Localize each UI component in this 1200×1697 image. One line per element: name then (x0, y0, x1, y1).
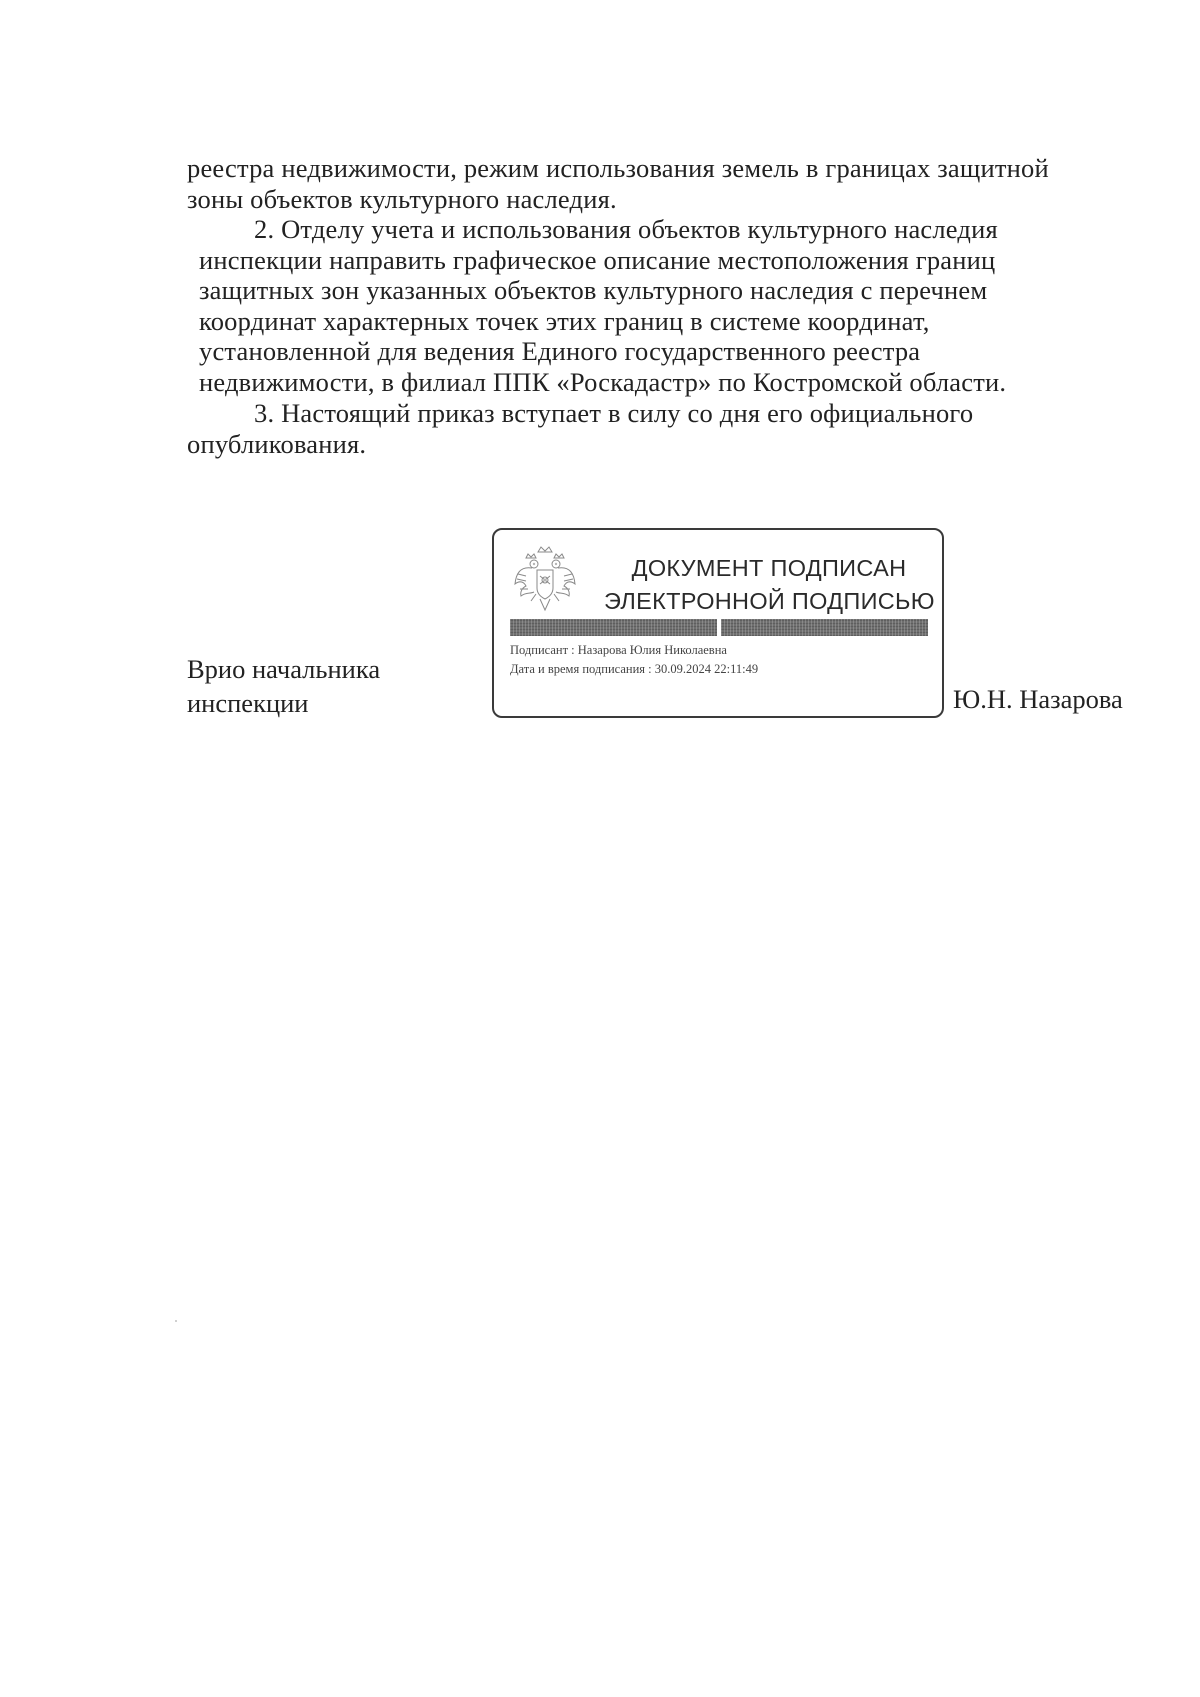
russian-coat-of-arms-icon (512, 544, 578, 616)
stamp-signer: Подписант : Назарова Юлия Николаевна (510, 643, 727, 657)
text-line: зоны объектов культурного наследия. (187, 183, 617, 214)
role-line: инспекции (187, 688, 309, 718)
stamp-title-line: ДОКУМЕНТ ПОДПИСАН (631, 555, 907, 581)
scan-speck (175, 1320, 177, 1322)
text-line: недвижимости, в филиал ППК «Роскадастр» по Костромской области. (199, 366, 1007, 397)
stamp-title-line: ЭЛЕКТРОННОЙ ПОДПИСЬЮ (604, 588, 935, 614)
text-line: установленной для ведения Единого государственного реестра (199, 336, 921, 366)
stamp-title (604, 552, 934, 618)
text-line: 2. Отделу учета и использования объектов культурного наследия (254, 214, 998, 244)
text-line: координат характерных точек этих границ в системе координат, (199, 305, 930, 336)
certificate-bar-segment (721, 619, 928, 636)
text-line: инспекции направить графическое описание местоположения границ (199, 244, 996, 275)
certificate-bar-segment (510, 619, 717, 636)
signatory-role (187, 652, 380, 720)
electronic-signature-stamp (492, 528, 944, 718)
paragraph-1-continuation (187, 153, 1120, 214)
stamp-details (510, 641, 758, 679)
text-line: защитных зон указанных объектов культурного наследия с перечнем (199, 275, 988, 305)
paragraph-2 (199, 214, 1120, 397)
text-line: 3. Настоящий приказ вступает в силу со дня его официального (254, 398, 974, 428)
text-line: реестра недвижимости, режим использования земель в границах защитной (187, 153, 1049, 183)
paragraph-3 (187, 398, 1120, 459)
signer-name: Ю.Н. Назарова (953, 684, 1123, 714)
role-line: Врио начальника (187, 654, 381, 684)
stamp-datetime: Дата и время подписания : 30.09.2024 22:11:49 (510, 662, 759, 676)
certificate-bar (510, 619, 928, 636)
text-line: опубликования. (187, 428, 367, 459)
